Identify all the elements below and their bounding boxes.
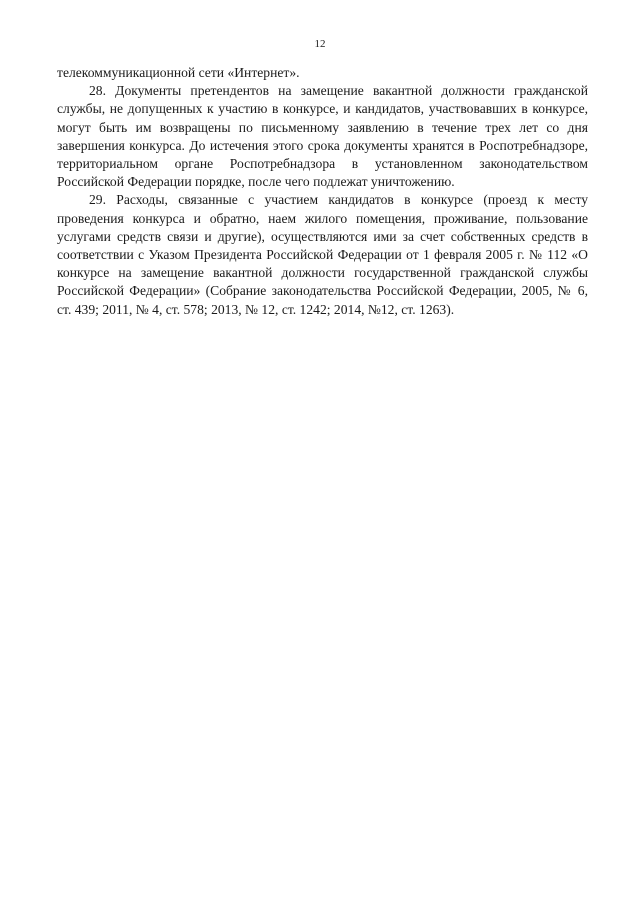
paragraph-item-28: 28. Документы претендентов на замещение вакантной должности гражданской службы, не допущенных к участию в конкурсе, и кандидатов, участвовавших в конкурсе, могут быть им возвращены по письменному заявлению в течение трех лет со дня завершения конкурса. До истечения этого срока документы хранятся в Роспотребнадзоре, территориальном органе Роспотребнадзора в установленном законодательством Российской Федерации порядке, после чего подлежат уничтожению. bbox=[57, 83, 588, 190]
paragraph-item-29: 29. Расходы, связанные с участием кандидатов в конкурсе (проезд к месту проведения конкурса и обратно, наем жилого помещения, проживание, пользование услугами средств связи и другие), осуществляются ими за счет собственных средств в соответствии с Указом Президента Российской Федерации от 1 февраля 2005 г. № 112 «О конкурсе на замещение вакантной должности государственной гражданской службы Российской Федерации» (Собрание законодательства Российской Федерации, 2005, № 6, ст. 439; 2011, № 4, ст. 578; 2013, № 12, ст. 1242; 2014, №12, ст. 1263). bbox=[57, 192, 588, 317]
page-number: 12 bbox=[314, 38, 326, 50]
document-body bbox=[57, 64, 588, 319]
paragraph-continuation: телекоммуникационной сети «Интернет». bbox=[57, 65, 300, 80]
